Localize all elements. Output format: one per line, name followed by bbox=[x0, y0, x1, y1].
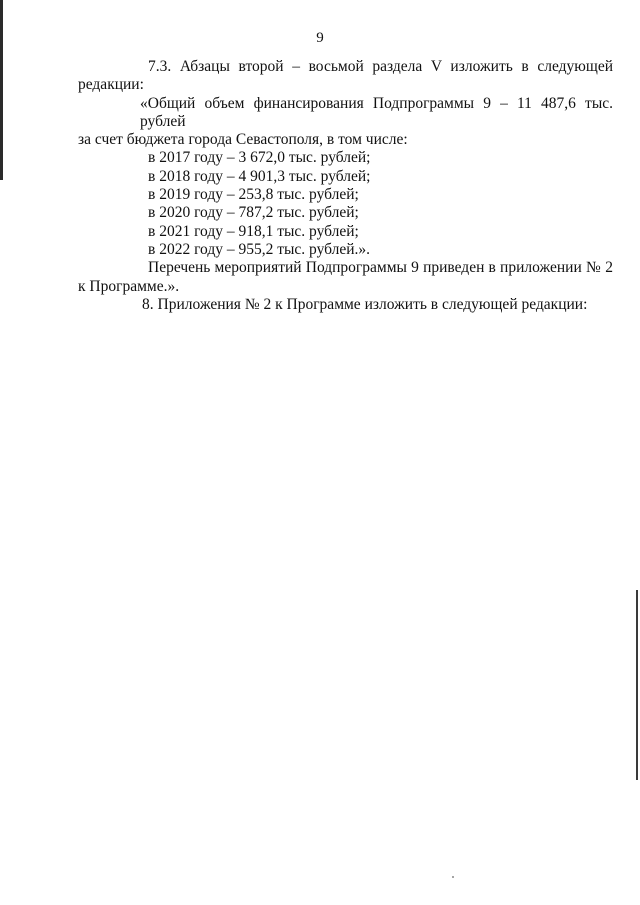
scan-speck bbox=[452, 876, 454, 878]
year-2020-line: в 2020 году – 787,2 тыс. рублей; bbox=[148, 204, 359, 222]
document-body bbox=[78, 58, 613, 314]
financing-total-line-1: «Общий объем финансирования Подпрограммы 9 – 11 487,6 тыс. рублей bbox=[140, 94, 613, 130]
paragraph-7-3-line-1: 7.3. Абзацы второй – восьмой раздела V изложить в следующей bbox=[148, 58, 613, 75]
financing-total-line-2: за счет бюджета города Севастополя, в том числе: bbox=[78, 131, 408, 149]
page-number: 9 bbox=[316, 30, 324, 46]
activities-list-line-1: Перечень мероприятий Подпрограммы 9 приведен в приложении № 2 bbox=[148, 259, 613, 277]
scan-edge-right bbox=[636, 590, 638, 780]
year-2019-line: в 2019 году – 253,8 тыс. рублей; bbox=[148, 186, 359, 204]
activities-list-line-2: к Программе.». bbox=[78, 277, 180, 295]
year-2018-line: в 2018 году – 4 901,3 тыс. рублей; bbox=[148, 167, 371, 185]
scan-edge-left bbox=[0, 0, 3, 180]
year-2022-line: в 2022 году – 955,2 тыс. рублей.». bbox=[148, 240, 371, 258]
year-2021-line: в 2021 году – 918,1 тыс. рублей; bbox=[148, 222, 359, 240]
year-2017-line: в 2017 году – 3 672,0 тыс. рублей; bbox=[148, 149, 371, 167]
paragraph-8-line: 8. Приложения № 2 к Программе изложить в следующей редакции: bbox=[142, 295, 588, 313]
paragraph-7-3-line-2: редакции: bbox=[78, 76, 144, 94]
